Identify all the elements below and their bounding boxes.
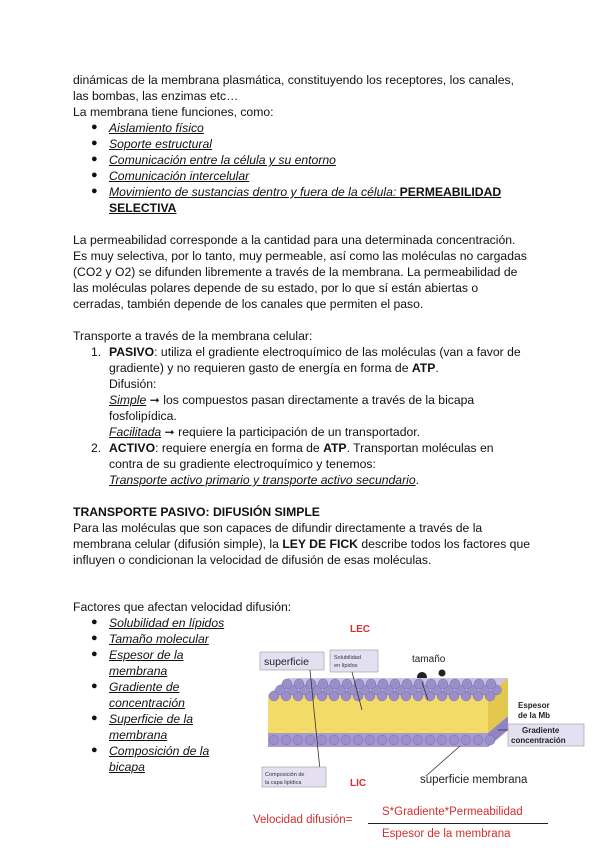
lipid-head [401,735,411,745]
bullet-icon: ● [91,121,98,133]
activo-line-3: Transporte activo primario y transporte activo secundario. [109,473,420,487]
factor-item-cont: bicapa [109,760,145,774]
factor-item-cont: concentración [109,696,185,710]
bullet-icon: ● [91,616,98,628]
transport-heading: Transporte a través de la membrana celular: [73,329,313,343]
lipid-head [449,735,459,745]
gradiente-label-2: concentración [511,736,566,745]
activo-line-1: ACTIVO: requiere energía en forma de ATP. Transportan moléculas en [109,441,494,455]
lipid-head [282,679,292,689]
intro-line-3: La membrana tiene funciones, como: [73,105,274,119]
paragraph-line: (CO2 y O2) se difunden libremente a través de la membrana. La permeabilidad de [73,265,518,279]
composicion-label-1: Composición de [265,772,305,778]
activo-line-2: contra de su gradiente electroquímico y tenemos: [109,457,376,471]
lipid-head [473,735,483,745]
lipid-head [390,679,400,689]
lipid-head [330,679,340,689]
bullet-icon: ● [91,648,98,660]
bullet-icon: ● [91,169,98,181]
lipid-head [293,735,303,745]
factor-item: Superficie de la [109,712,194,726]
bullet-icon: ● [91,744,98,756]
diffusion-heading: TRANSPORTE PASIVO: DIFUSIÓN SIMPLE [73,505,320,519]
paragraph-line: las moléculas polares depende de su estado, por lo que sí están abiertas o [73,281,479,295]
gradiente-label-1: Gradiente [522,726,560,735]
lipid-head [377,735,387,745]
bullet-icon: ● [91,712,98,724]
tamano-label: tamaño [412,654,446,665]
factor-item: Solubilidad en lípidos [109,616,225,630]
superficie-membrana-label: superficie membrana [420,774,528,786]
lipid-head [426,679,436,689]
paragraph-line: cerradas, también depende de los canales que permiten el paso. [73,297,424,311]
solubilidad-label-2: en lípidos [334,663,358,669]
bullet-icon: ● [91,137,98,149]
solubilidad-label-1: Solubilidad [334,655,361,661]
pasivo-line-2: gradiente) y no requieren gasto de energía en forma de ATP. [109,361,439,375]
simple-line-2: fosfolipídica. [109,409,177,423]
formula-label: Velocidad difusión= [253,814,353,826]
intro-line-2: las bombas, las enzimas etc… [73,89,239,103]
lipid-head [305,735,315,745]
superficie-label: superficie [264,656,309,668]
factor-item: Tamaño molecular [109,632,209,646]
function-item: Aislamiento físico [109,121,204,135]
factor-item: Gradiente de [109,680,180,694]
lipid-head [462,679,472,689]
lec-label: LEC [350,624,370,635]
espesor-label-2: de la Mb [518,711,551,720]
diffusion-line-1: Para las moléculas que son capaces de difundir directamente a través de la [73,521,483,535]
paragraph-line: Es muy selectiva, por lo tanto, muy permeable, así como las moléculas no cargadas [73,249,527,263]
function-item: Soporte estructural [109,137,212,151]
lipid-head [474,679,484,689]
lipid-head [438,679,448,689]
diffusion-line-3: influyen o condicionan la velocidad de difusión de esas moléculas. [73,553,432,567]
lipid-head [425,735,435,745]
composicion-label-2: la capa lipídica [265,780,302,786]
bullet-icon: ● [91,153,98,165]
lipid-head [294,679,304,689]
formula-denominator: Espesor de la membrana [382,828,511,840]
list-number: 2. [91,441,102,455]
membrane-diagram [250,620,590,795]
function-item: Comunicación intercelular [109,169,250,183]
difusion-label: Difusión: [109,377,157,391]
formula-numerator: S*Gradiente*Permeabilidad [382,806,523,818]
lipid-head [281,735,291,745]
simple-line: Simple ➞ los compuestos pasan directamente a través de la bicapa [109,393,475,407]
function-item: Comunicación entre la célula y su entorno [109,153,336,167]
lipid-head [461,735,471,745]
paragraph-line: La permeabilidad corresponde a la cantidad para una determinada concentración. [73,233,516,247]
lipid-head [366,679,376,689]
factor-item: Espesor de la [109,648,184,662]
lipid-head [485,735,495,745]
function-item-last-cont: SELECTIVA [109,201,177,215]
lipid-head [317,735,327,745]
list-number: 1. [91,345,102,359]
factors-heading: Factores que afectan velocidad difusión: [73,600,292,614]
lipid-head [329,735,339,745]
lipid-head [450,679,460,689]
lipid-head [342,679,352,689]
lipid-head [341,735,351,745]
lipid-head [437,735,447,745]
lipid-head [402,679,412,689]
bullet-icon: ● [91,632,98,644]
lipid-head [318,679,328,689]
factor-item-cont: membrana [109,664,168,678]
lipid-head [378,679,388,689]
lipid-head [413,735,423,745]
factor-item-cont: membrana [109,728,168,742]
facilitada-line: Facilitada ➞ requiere la participación de un transportador. [109,425,421,439]
function-item-last: Movimiento de sustancias dentro y fuera de la célula: PERMEABILIDAD [109,185,502,199]
lipid-head [365,735,375,745]
molecule-small-icon [439,670,446,677]
lipid-head [353,735,363,745]
diffusion-line-2: membrana celular (difusión simple), la LEY DE FICK describe todos los factores que [73,537,531,551]
fraction-bar [368,823,548,824]
lipid-head [389,735,399,745]
intro-line-1: dinámicas de la membrana plasmática, constituyendo los receptores, los canales, [73,73,515,87]
espesor-label-1: Espesor [518,701,550,710]
factor-item: Composición de la [109,744,210,758]
lic-label: LIC [350,778,367,789]
pointer-line [426,746,460,776]
pasivo-line-1: PASIVO: utiliza el gradiente electroquímico de las moléculas (van a favor de [109,345,521,359]
bullet-icon: ● [91,680,98,692]
lipid-head [486,679,496,689]
lipid-head [269,735,279,745]
bullet-icon: ● [91,185,98,197]
